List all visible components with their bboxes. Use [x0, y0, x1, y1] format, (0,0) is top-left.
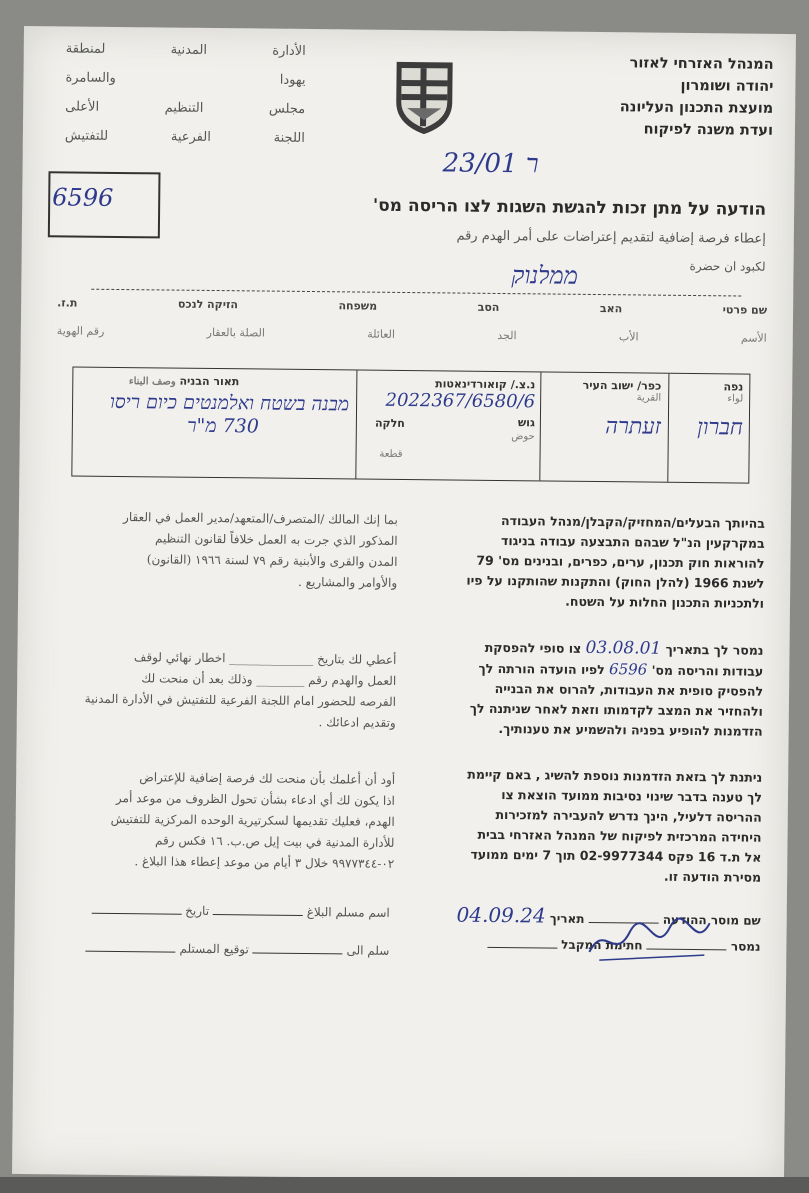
id-label-ar: الصلة بالعقار — [206, 325, 266, 340]
deliverer-label: שם מוסר ההודעה — [662, 912, 761, 928]
header-ar-word: المدنية — [170, 42, 208, 58]
hebrew-paragraph-1 — [419, 510, 765, 614]
id-label-ar: العائلة — [367, 327, 396, 341]
delivered-label: נמסר — [730, 939, 761, 954]
district-cell — [683, 380, 744, 441]
parcel-label: חלקה — [374, 416, 405, 430]
text-line: اذا يكون لك أي ادعاء بشأن تحول الظروف من موعد أمر — [115, 790, 396, 808]
header-ar-word: لمنطقة — [65, 41, 106, 57]
header-hebrew — [563, 52, 774, 142]
text-line: ٠٢-٩٩٧٧٣٤٤ خلال ٣ أيام من موعد إعطاء هذا البلاغ . — [134, 854, 395, 871]
text-line: أعطي لك بتاريخ ______________ اخطار نهائي لوقف — [133, 650, 397, 667]
id-label-ar: الجد — [497, 328, 517, 343]
text-line: أود أن أعلمك بأن منحت لك فرصة إضافية للإعتراض — [139, 770, 396, 787]
description-header: תאור הבניה وصف البناء — [128, 374, 240, 389]
handwritten-signature — [584, 912, 715, 973]
header-ar-word: الأعلى — [65, 99, 100, 115]
table-divider — [667, 374, 669, 482]
receiver-name-label: اسم مسلم البلاغ — [306, 904, 390, 920]
text-line: במקרקעין הנ"ל שבהם התבצעה עבודה בניגוד — [501, 533, 765, 551]
text-line: להפסיק סופית את העבודות, להרוס את הבנייה — [494, 680, 764, 699]
header-ar-word: التنظيم — [164, 100, 204, 116]
id-labels-hebrew — [57, 296, 767, 316]
text-line: المذكور الذي جرت به العمل خلافاً لقانون التنظيم — [154, 531, 398, 548]
id-label: שם פרטי — [722, 303, 768, 317]
description-value-2: 730 מ"ר — [187, 414, 259, 438]
village-value: זעתרה — [605, 414, 661, 440]
to-label: لكبود ان حضرة — [689, 258, 766, 274]
text-line: הזדמנות להופיע בפניה ולהשמיע את טענותיך. — [498, 720, 763, 739]
handwritten-date: 04.09.24 — [456, 902, 546, 928]
text-line: بما إنك المالك /المتصرف/المتعهد/مدير العمل في العقار — [123, 510, 398, 527]
header-ar-word: يهودا — [279, 72, 306, 88]
parcel-label-ar: قطعة — [379, 448, 403, 460]
village-cell — [551, 379, 662, 440]
description-cell — [79, 374, 350, 440]
text-line: الهدم، فعليك تقديمها لسكرتيرية الوحده المركزية للتفتيش — [110, 811, 395, 829]
coordinates-cell — [365, 377, 536, 460]
text-line: للأدارة المدنية في بيت إيل ص.ب. ١٦ فكس رقم — [154, 833, 395, 850]
scan-edge — [0, 1177, 809, 1193]
header-line: ועדת משנה לפיקוח — [643, 121, 774, 139]
hebrew-paragraph-3 — [416, 764, 762, 888]
id-label-ar: الأسم — [740, 331, 767, 345]
block-label-ar: حوض — [511, 431, 535, 443]
delivered-to-label: سلم الى — [346, 943, 390, 958]
handwritten-recipient-name: ממלנוק — [511, 261, 579, 290]
description-value: מבנה בשטח ואלמנטים כיום ריסו — [109, 390, 350, 416]
block-label: גוש — [517, 416, 535, 430]
table-divider — [539, 372, 541, 480]
header-ar-word: والسامرة — [65, 70, 116, 86]
receiver-name-row — [45, 902, 390, 920]
arabic-paragraph-3 — [59, 766, 395, 875]
text-line: עבודות והריסה מס' 6596 לפיו הועדה הורתה לך — [478, 660, 764, 679]
header-line: המנהל האזרחי לאזור — [629, 55, 774, 73]
id-labels-arabic — [57, 324, 767, 344]
id-label: האב — [599, 302, 623, 316]
coordinates-value: 2022367/6580/6 — [385, 389, 536, 413]
id-label: ת.ז. — [57, 296, 78, 310]
district-value: חברון — [697, 415, 743, 441]
id-label: הסב — [477, 300, 500, 314]
text-line: להוראות חוק תכנון, ערים, כפרים, ובנינים מס' 79 — [476, 552, 765, 571]
table-divider — [355, 370, 357, 478]
signature-label-ar: توقيع المستلم — [179, 941, 249, 957]
date-label: תאריך — [549, 911, 585, 926]
text-line: الفرصه للحضور امام اللجنة الفرعية للتفتيش في الأدارة المدنية — [84, 691, 397, 709]
text-line: היחידה המרכזית לפיקוח של המנהל האזרחי בבית — [477, 826, 762, 845]
text-line: ניתנת לך בזאת הזדמנות נוספת להשיג , באם קיימת — [467, 766, 763, 785]
id-label: משפחה — [338, 299, 378, 313]
header-ar-word: مجلس — [268, 101, 306, 117]
file-number: 6596 — [52, 183, 114, 212]
arabic-paragraph-2 — [61, 646, 397, 734]
date-label-ar: تاريخ — [185, 903, 210, 918]
text-line: מסירת הודעה זו. — [663, 868, 762, 885]
header-line: מועצת התכנון העליונה — [619, 99, 774, 117]
id-label-ar: الأب — [618, 330, 639, 344]
document-title-arabic: إعطاء فرصة إضافية لتقديم إعتراضات على أمر الهدم رقم — [456, 228, 766, 247]
text-line: ההריסה דלעיל, הינך נדרש להעבירה למזכירות — [495, 806, 762, 825]
handwritten-stamp-date: ר 23/01 — [442, 148, 539, 180]
text-line: בהיותך הבעלים/המחזיק/הקבלן/מנהל העבודה — [500, 513, 765, 531]
text-line: المدن والقرى والأبنية رقم ٧٩ لسنة ١٩٦٦ (القانون) — [146, 552, 398, 569]
id-label: הזיקה לנכס — [177, 297, 239, 312]
text-line: العمل والهدم رقم ________ وذلك بعد أن منحت لك — [141, 671, 397, 688]
header-arabic — [65, 34, 306, 153]
text-line: ולתכניות התכנון החלות על השטח. — [565, 593, 765, 611]
header-ar-word: اللجنة — [273, 130, 305, 146]
district-header-ar: لواء — [727, 393, 744, 405]
village-header-ar: القرية — [636, 392, 662, 404]
text-line: לך טענה בדבר שינוי נסיבות ממועד הוצאת צו — [501, 787, 763, 805]
hebrew-paragraph-2 — [418, 636, 764, 742]
document-title: הודעה על מתן זכות להגשת השגות לצו הריסה מס' — [372, 195, 767, 220]
document-sheet — [12, 26, 796, 1182]
district-header: נפה — [723, 380, 744, 394]
text-line: אל ת.ד 16 פקס 02-9977344 תוך 7 ימים ממועד — [470, 846, 762, 865]
civil-administration-emblem — [393, 58, 456, 137]
text-line: ולהחזיר את המצב לקדמותו וזאת לאחר שניתנה לך — [469, 700, 763, 719]
recipient-signature-label: חתימת המקבל — [561, 937, 643, 953]
village-header: כפר/ ישוב העיר — [582, 378, 662, 393]
text-line: وتقديم ادعائك . — [318, 715, 396, 730]
property-table — [71, 367, 750, 484]
header-ar-word: الفرعية — [170, 129, 211, 145]
header-line: יהודה ושומרון — [680, 77, 774, 95]
text-line: לשנת 1966 (להלן החוק) והתקנות שהותקנו על פיו — [466, 572, 765, 591]
coordinates-header: נ.צ./ קואורדינאטות — [435, 377, 536, 392]
text-line: والأوامر والمشاريع . — [297, 574, 398, 590]
name-line — [91, 289, 741, 297]
header-ar-word: للتفتيش — [64, 128, 109, 144]
text-line: נמסר לך בתאריך 03.08.01 צו סופי להפסקת — [484, 637, 764, 659]
arabic-paragraph-1 — [62, 506, 398, 594]
header-ar-word: الأدارة — [272, 43, 306, 59]
delivered-to-row — [44, 940, 389, 958]
id-label-ar: رقم الهوية — [56, 324, 105, 338]
